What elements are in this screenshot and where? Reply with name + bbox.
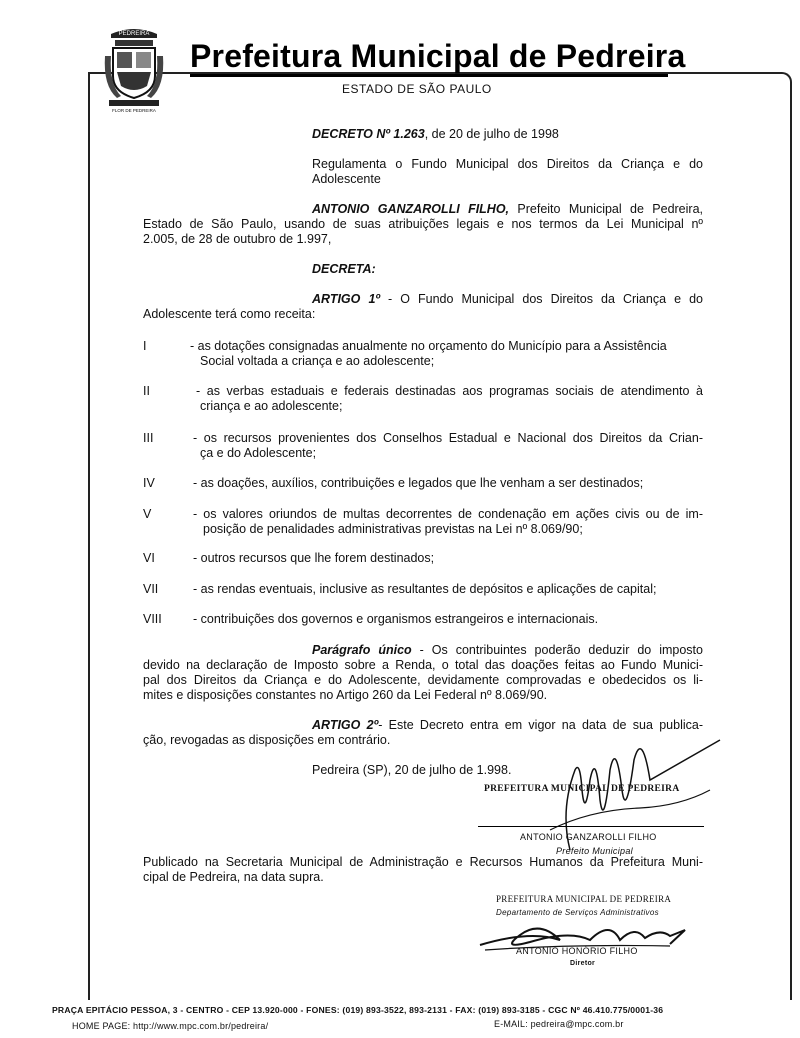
article2-text: - Este Decreto entra em vigor na data de sua publica- [378,718,703,732]
crest-text: PEDREIRA [118,31,150,37]
paragraph-label: Parágrafo único [312,643,412,657]
mayor-intro-line2: Estado de São Paulo, usando de suas atribuições legais e nos termos da Lei Municipal nº [143,217,703,231]
article2-label: ARTIGO 2º [312,718,379,732]
stamp-dept-label: Departamento de Serviços Administrativos [496,908,659,917]
paragraph-line2: devido na declaração de Imposto sobre a Renda, o total das doações feitas ao Fundo Munici- [143,658,703,672]
item-line2: ça e do Adolescente; [200,446,317,460]
paragraph-line4: mites e disposições constantes no Artigo 260 da Lei Federal nº 8.069/90. [143,688,548,702]
mayor-intro-line1 [312,202,703,217]
decree-heading [312,127,559,142]
item-num: VI [143,551,155,565]
paragraph-line3: pal dos Direitos da Criança e do Adolescente, devidamente comprovadas e obedecidos os li- [143,673,703,687]
item-line1: - contribuições dos governos e organismos estrangeiros e internacionais. [193,612,599,626]
item-num: V [143,507,152,521]
director-title-label: Diretor [570,960,596,967]
decree-date: , de 20 de julho de 1998 [424,127,559,141]
paragraph-line1 [312,643,703,658]
article1-text: - O Fundo Municipal dos Direitos da Criança e do [379,292,704,306]
footer-email[interactable]: E-MAIL: pedreira@mpc.com.br [494,1019,624,1029]
title-underline [190,74,668,77]
item-line2: Social voltada a criança e ao adolescente; [200,354,435,368]
decreta-heading: DECRETA: [312,262,376,276]
publication-line2: cipal de Pedreira, na data supra. [143,870,324,884]
item-line2: criança e ao adolescente; [200,399,343,413]
item-line1: - os recursos provenientes dos Conselhos Estadual e Nacional dos Direitos da Crian- [193,431,703,445]
mayor-signature-line [478,826,704,827]
mayor-title-label: Prefeito Municipal [556,846,633,856]
item-line1: - as verbas estaduais e federais destinadas aos programas sociais de atendimento à [196,384,703,398]
paragraph-text: - Os contribuintes poderão deduzir do imposto [411,643,703,657]
place-date: Pedreira (SP), 20 de julho de 1.998. [312,763,512,777]
item-num: III [143,431,154,445]
footer-homepage[interactable]: HOME PAGE: http://www.mpc.com.br/pedreira/ [72,1021,269,1031]
item-line1: - outros recursos que lhe forem destinados; [193,551,435,565]
mayor-intro-line3: 2.005, de 28 de outubro de 1.997, [143,232,332,246]
item-line2: posição de penalidades administrativas previstas na Lei nº 8.069/90; [203,522,583,536]
item-num: IV [143,476,155,490]
item-line1: - as doações, auxílios, contribuições e legados que lhe venham a ser destinados; [193,476,644,490]
item-line1: - as dotações consignadas anualmente no orçamento do Município para a Assistência [190,339,667,353]
publication-line1: Publicado na Secretaria Municipal de Administração e Recursos Humanos da Prefeitura Muni- [143,855,703,869]
item-num: II [143,384,150,398]
mayor-intro-text: Prefeito Municipal de Pedreira, [509,202,703,216]
article1-line1 [312,292,703,307]
decree-number: DECRETO Nº 1.263 [312,127,425,141]
item-num: VII [143,582,159,596]
footer-address: PRAÇA EPITÁCIO PESSOA, 3 - CENTRO - CEP 13.920-000 - FONES: (019) 893-3522, 893-2131 - FAX: (019) 893-3185 - CGC Nº 46.410.775/0001-36 [52,1005,664,1015]
mayor-name: ANTONIO GANZAROLLI FILHO, [312,202,510,216]
mayor-org-label: PREFEITURA MUNICIPAL DE PEDREIRA [484,784,680,794]
municipal-crest-icon [103,26,165,116]
director-name-label: ANTONIO HONÓRIO FILHO [516,946,638,956]
page-title: Prefeitura Municipal de Pedreira [190,38,686,74]
item-line1: - as rendas eventuais, inclusive as resultantes de depósitos e aplicações de capital; [193,582,657,596]
item-num: I [143,339,147,353]
item-line1: - os valores oriundos de multas decorrentes de condenação em ações civis ou de im- [193,507,703,521]
article1-line2: Adolescente terá como receita: [143,307,316,321]
stamp-org-label: PREFEITURA MUNICIPAL DE PEDREIRA [496,894,672,904]
article1-label: ARTIGO 1º [312,292,380,306]
article2-line2: ção, revogadas as disposições em contrário. [143,733,391,747]
decree-summary-line1: Regulamenta o Fundo Municipal dos Direitos da Criança e do [312,157,703,171]
item-num: VIII [143,612,162,626]
crest-motto: FLOR DE PEDREIRA [112,108,156,113]
page-subtitle: ESTADO DE SÃO PAULO [342,82,492,96]
decree-summary-line2: Adolescente [312,172,381,186]
mayor-name-label: ANTONIO GANZAROLLI FILHO [520,832,657,842]
